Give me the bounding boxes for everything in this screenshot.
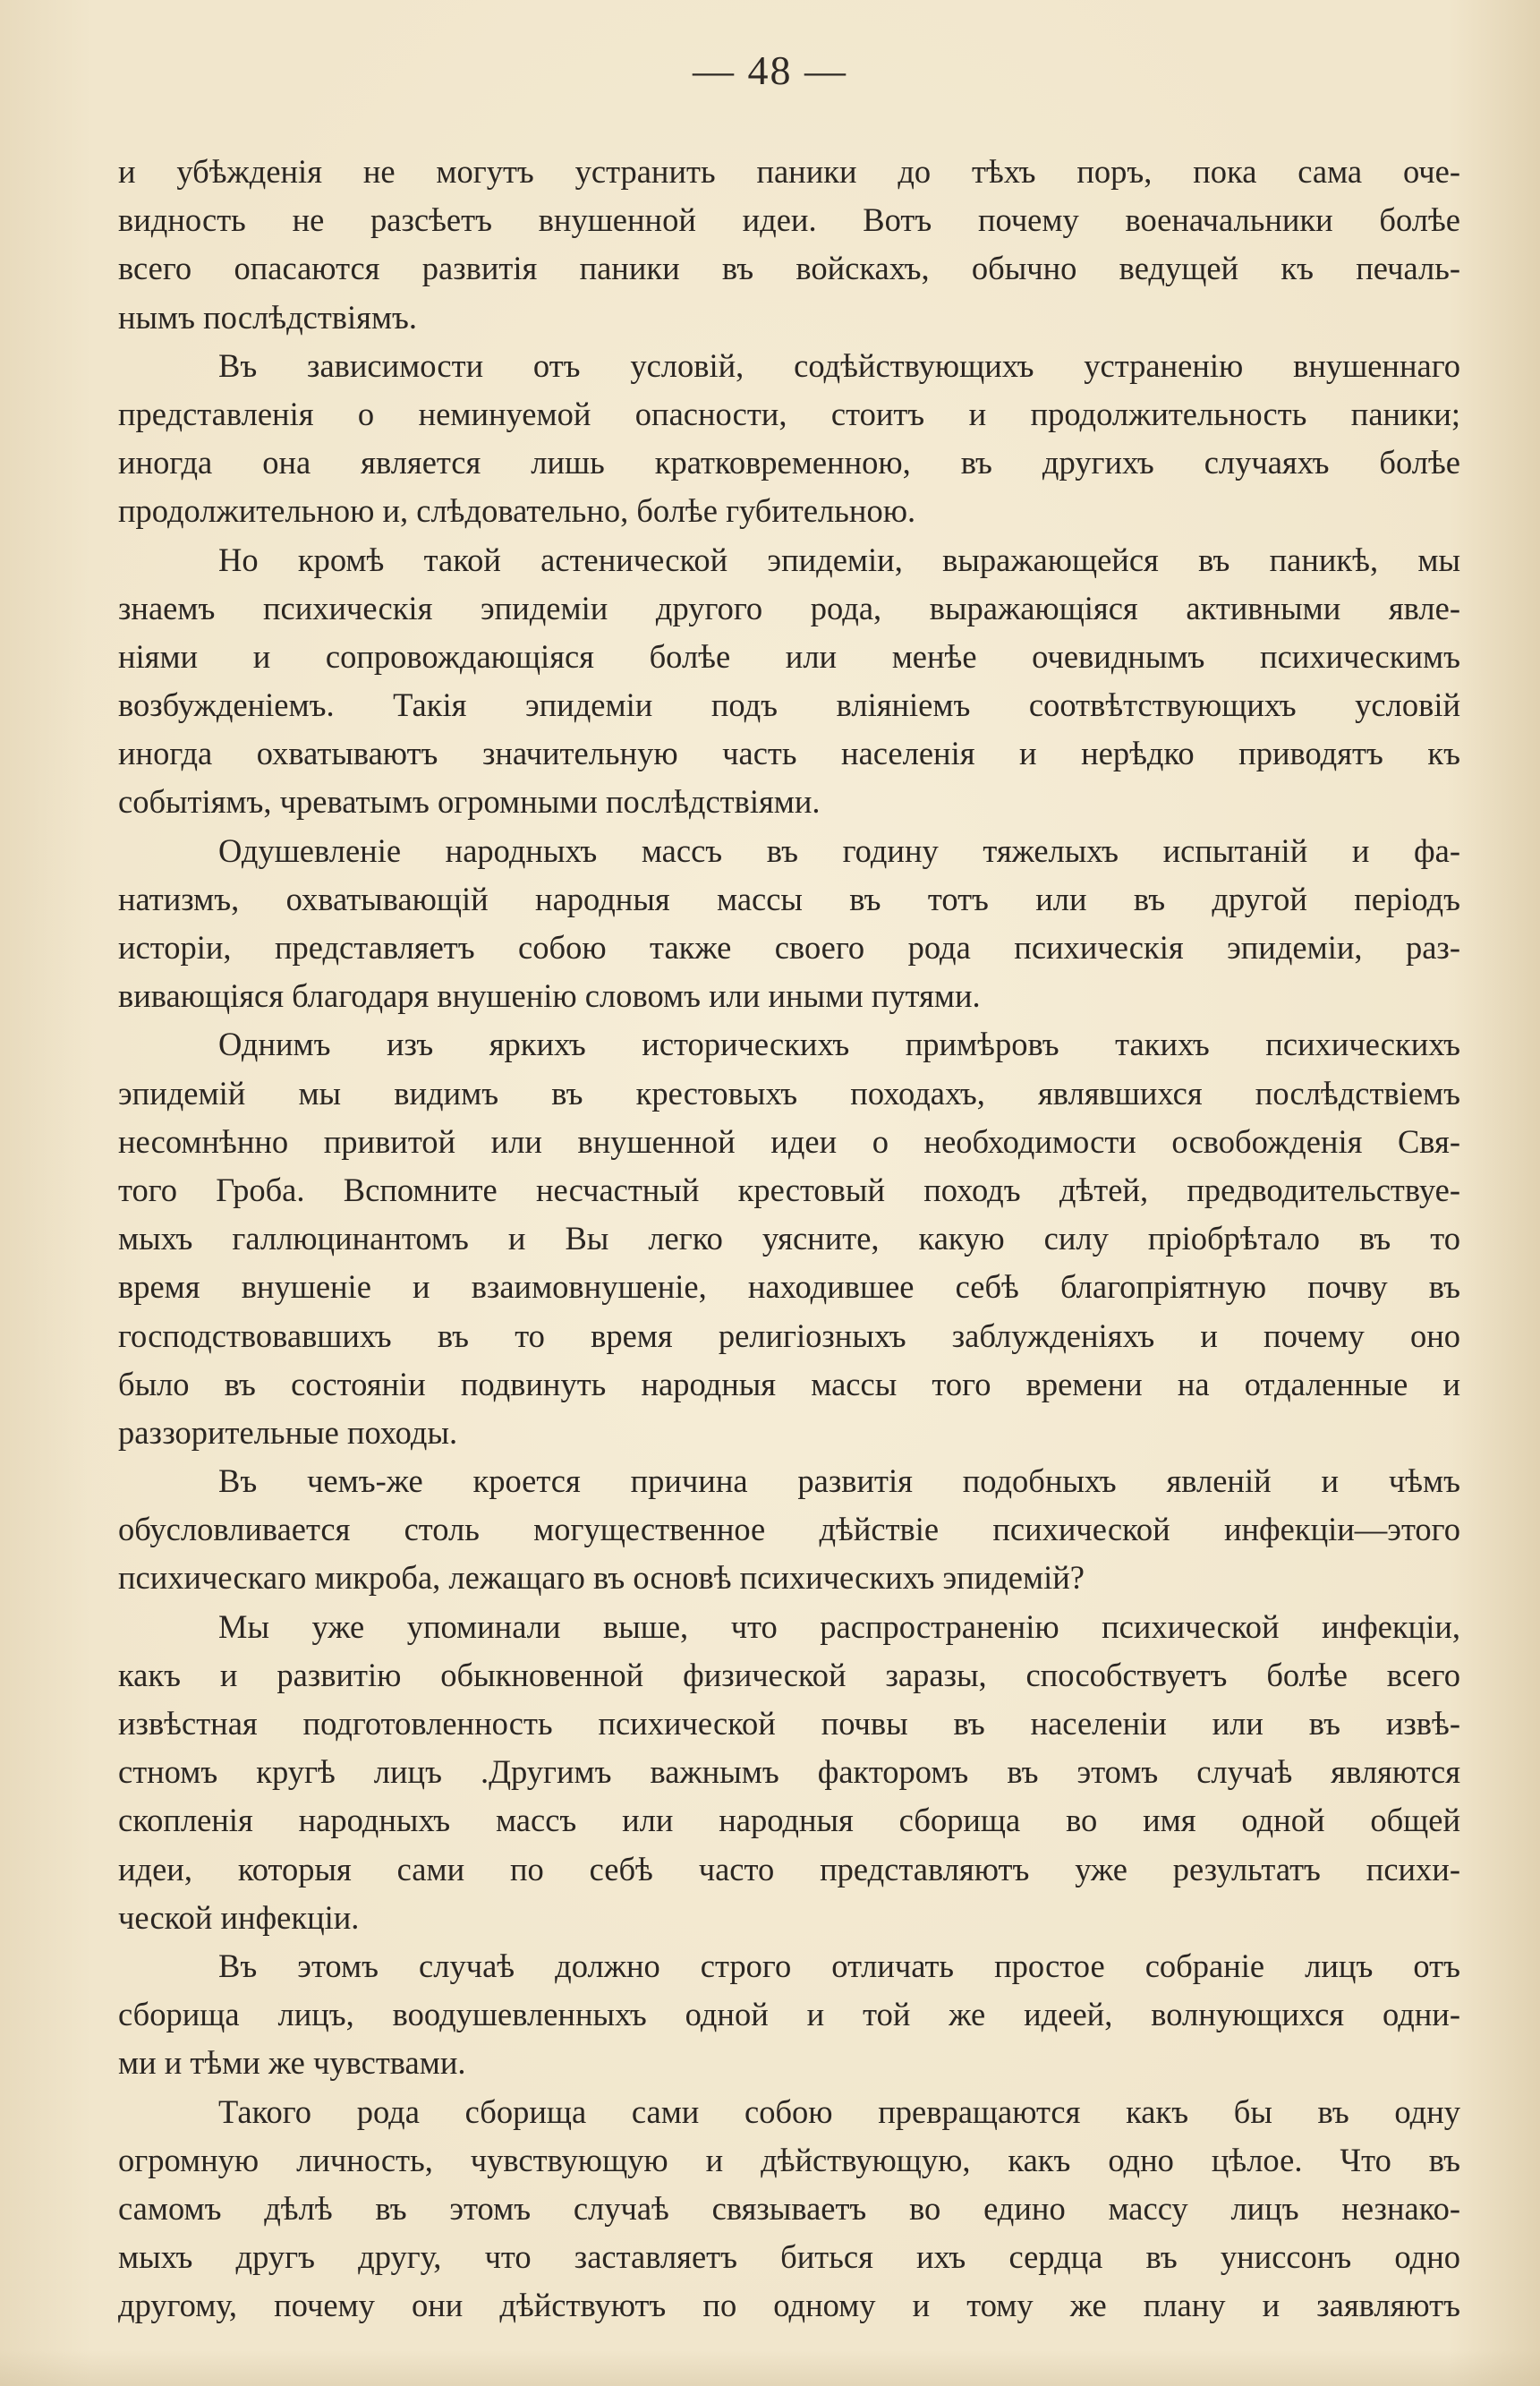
page-number: — 48 — — [693, 47, 847, 93]
text-line: сборища лицъ, воодушевленныхъ одной и той же идеей, волнующихся одни- — [118, 1996, 1460, 2033]
text-line: мыхъ другъ другу, что заставляетъ биться ихъ сердца въ унисcонъ одно — [118, 2238, 1460, 2276]
paragraph — [118, 148, 1460, 342]
text-line: продолжительною и, слѣдовательно, болѣе губительною. — [118, 492, 916, 530]
text-line: извѣстная подготовленность психической почвы въ населеніи или въ извѣ- — [118, 1705, 1460, 1742]
text-line: и убѣжденія не могутъ устранить паники до тѣхъ поръ, пока сама оче- — [118, 153, 1460, 190]
text-line: скопленія народныхъ массъ или народныя сборища во имя одной общей — [118, 1802, 1460, 1839]
body-text — [118, 148, 1460, 2330]
paragraph — [118, 1942, 1460, 2088]
text-line: самомъ дѣлѣ въ этомъ случаѣ связываетъ во едино массу лицъ незнако- — [118, 2189, 1460, 2227]
text-line: возбужденіемъ. Такія эпидеміи подъ вліяніемъ соотвѣтствующихъ условій — [118, 686, 1460, 724]
text-line: раззорительные походы. — [118, 1413, 458, 1451]
text-line: событіямъ, чреватымъ огромными послѣдствіями. — [118, 783, 821, 821]
text-line: обусловливается столь могущественное дѣйствіе психической инфекціи—этого — [118, 1511, 1460, 1548]
text-line: мыхъ галлюцинантомъ и Вы легко уясните, какую силу пріобрѣтало въ то — [118, 1220, 1460, 1257]
text-line: стномъ кругѣ лицъ .Другимъ важнымъ факторомъ въ этомъ случаѣ являются — [118, 1753, 1460, 1791]
text-line: другому, почему они дѣйствуютъ по одному и тому же плану и заявляютъ — [118, 2287, 1460, 2324]
text-line: ніями и сопровождающіяся болѣе или менѣе очевиднымъ психическимъ — [118, 637, 1460, 675]
text-line: иногда охватываютъ значительную часть населенія и нерѣдко приводятъ къ — [118, 735, 1460, 772]
page-bottom-shade — [0, 2350, 1540, 2386]
text-line: Одушевленіе народныхъ массъ въ годину тяжелыхъ испытаній и фа- — [218, 831, 1460, 869]
text-line: Но кромѣ такой астенической эпидеміи, выражающейся въ паникѣ, мы — [218, 541, 1460, 578]
text-line: эпидемій мы видимъ въ крестовыхъ походахъ, являвшихся послѣдствіемъ — [118, 1074, 1460, 1112]
paragraph — [118, 536, 1460, 827]
text-line: время внушеніе и взаимовнушеніе, находившее себѣ благопріятную почву въ — [118, 1268, 1460, 1306]
text-line: вивающіяся благодаря внушенію словомъ или иными путями. — [118, 977, 981, 1015]
text-line: Въ чемъ-же кроется причина развитія подобныхъ явленій и чѣмъ — [218, 1462, 1460, 1500]
paragraph — [118, 1457, 1460, 1603]
text-line: психическаго микроба, лежащаго въ основѣ психическихъ эпидемій? — [118, 1559, 1085, 1597]
text-line: было въ состояніи подвинуть народныя массы того времени на отдаленные и — [118, 1365, 1460, 1402]
text-line: нымъ послѣдствіямъ. — [118, 298, 418, 336]
text-line: идеи, которыя сами по себѣ часто представляютъ уже результатъ психи- — [118, 1850, 1460, 1887]
text-line: Въ зависимости отъ условій, содѣйствующихъ устраненію внушеннаго — [218, 346, 1460, 384]
text-line: ческой инфекціи. — [118, 1898, 360, 1936]
text-line: иногда она является лишь кратковременною, въ другихъ случаяхъ болѣе — [118, 444, 1460, 481]
text-line: огромную личность, чувствующую и дѣйствующую, какъ одно цѣлое. Что въ — [118, 2141, 1460, 2178]
paragraph — [118, 1020, 1460, 1457]
text-line: несомнѣнно привитой или внушенной идеи о необходимости освобожденія Свя- — [118, 1122, 1460, 1160]
paragraph — [118, 827, 1460, 1021]
text-line: видность не разсѣетъ внушенной идеи. Вотъ почему военачальники болѣе — [118, 201, 1460, 239]
text-line: знаемъ психическія эпидеміи другого рода, выражающіяся активными явле- — [118, 589, 1460, 626]
paragraph — [118, 1603, 1460, 1942]
text-line: Мы уже упоминали выше, что распространенію психической инфекціи, — [218, 1607, 1460, 1645]
text-line: натизмъ, охватывающій народныя массы въ тотъ или въ другой періодъ — [118, 880, 1460, 917]
paragraph — [118, 342, 1460, 536]
paragraph — [118, 2088, 1460, 2331]
text-line: какъ и развитію обыкновенной физической заразы, способствуетъ болѣе всего — [118, 1656, 1460, 1693]
text-line: представленія о неминуемой опасности, стоитъ и продолжительность паники; — [118, 395, 1460, 432]
text-line: Въ этомъ случаѣ должно строго отличать простое собраніе лицъ отъ — [218, 1947, 1460, 1984]
text-line: Такого рода сборища сами собою превращаются какъ бы въ одну — [218, 2092, 1460, 2130]
text-line: господствовавшихъ въ то время религіозныхъ заблужденіяхъ и почему оно — [118, 1317, 1460, 1354]
text-line: ми и тѣми же чувствами. — [118, 2044, 466, 2082]
text-line: всего опасаются развитія паники въ войскахъ, обычно ведущей къ печаль- — [118, 250, 1460, 287]
text-line: того Гроба. Вспомните несчастный крестовый походъ дѣтей, предводительствуе- — [118, 1171, 1460, 1208]
text-line: исторіи, представляетъ собою также своего рода психическія эпидеміи, раз- — [118, 929, 1460, 966]
text-line: Однимъ изъ яркихъ историческихъ примѣровъ такихъ психическихъ — [218, 1026, 1460, 1063]
